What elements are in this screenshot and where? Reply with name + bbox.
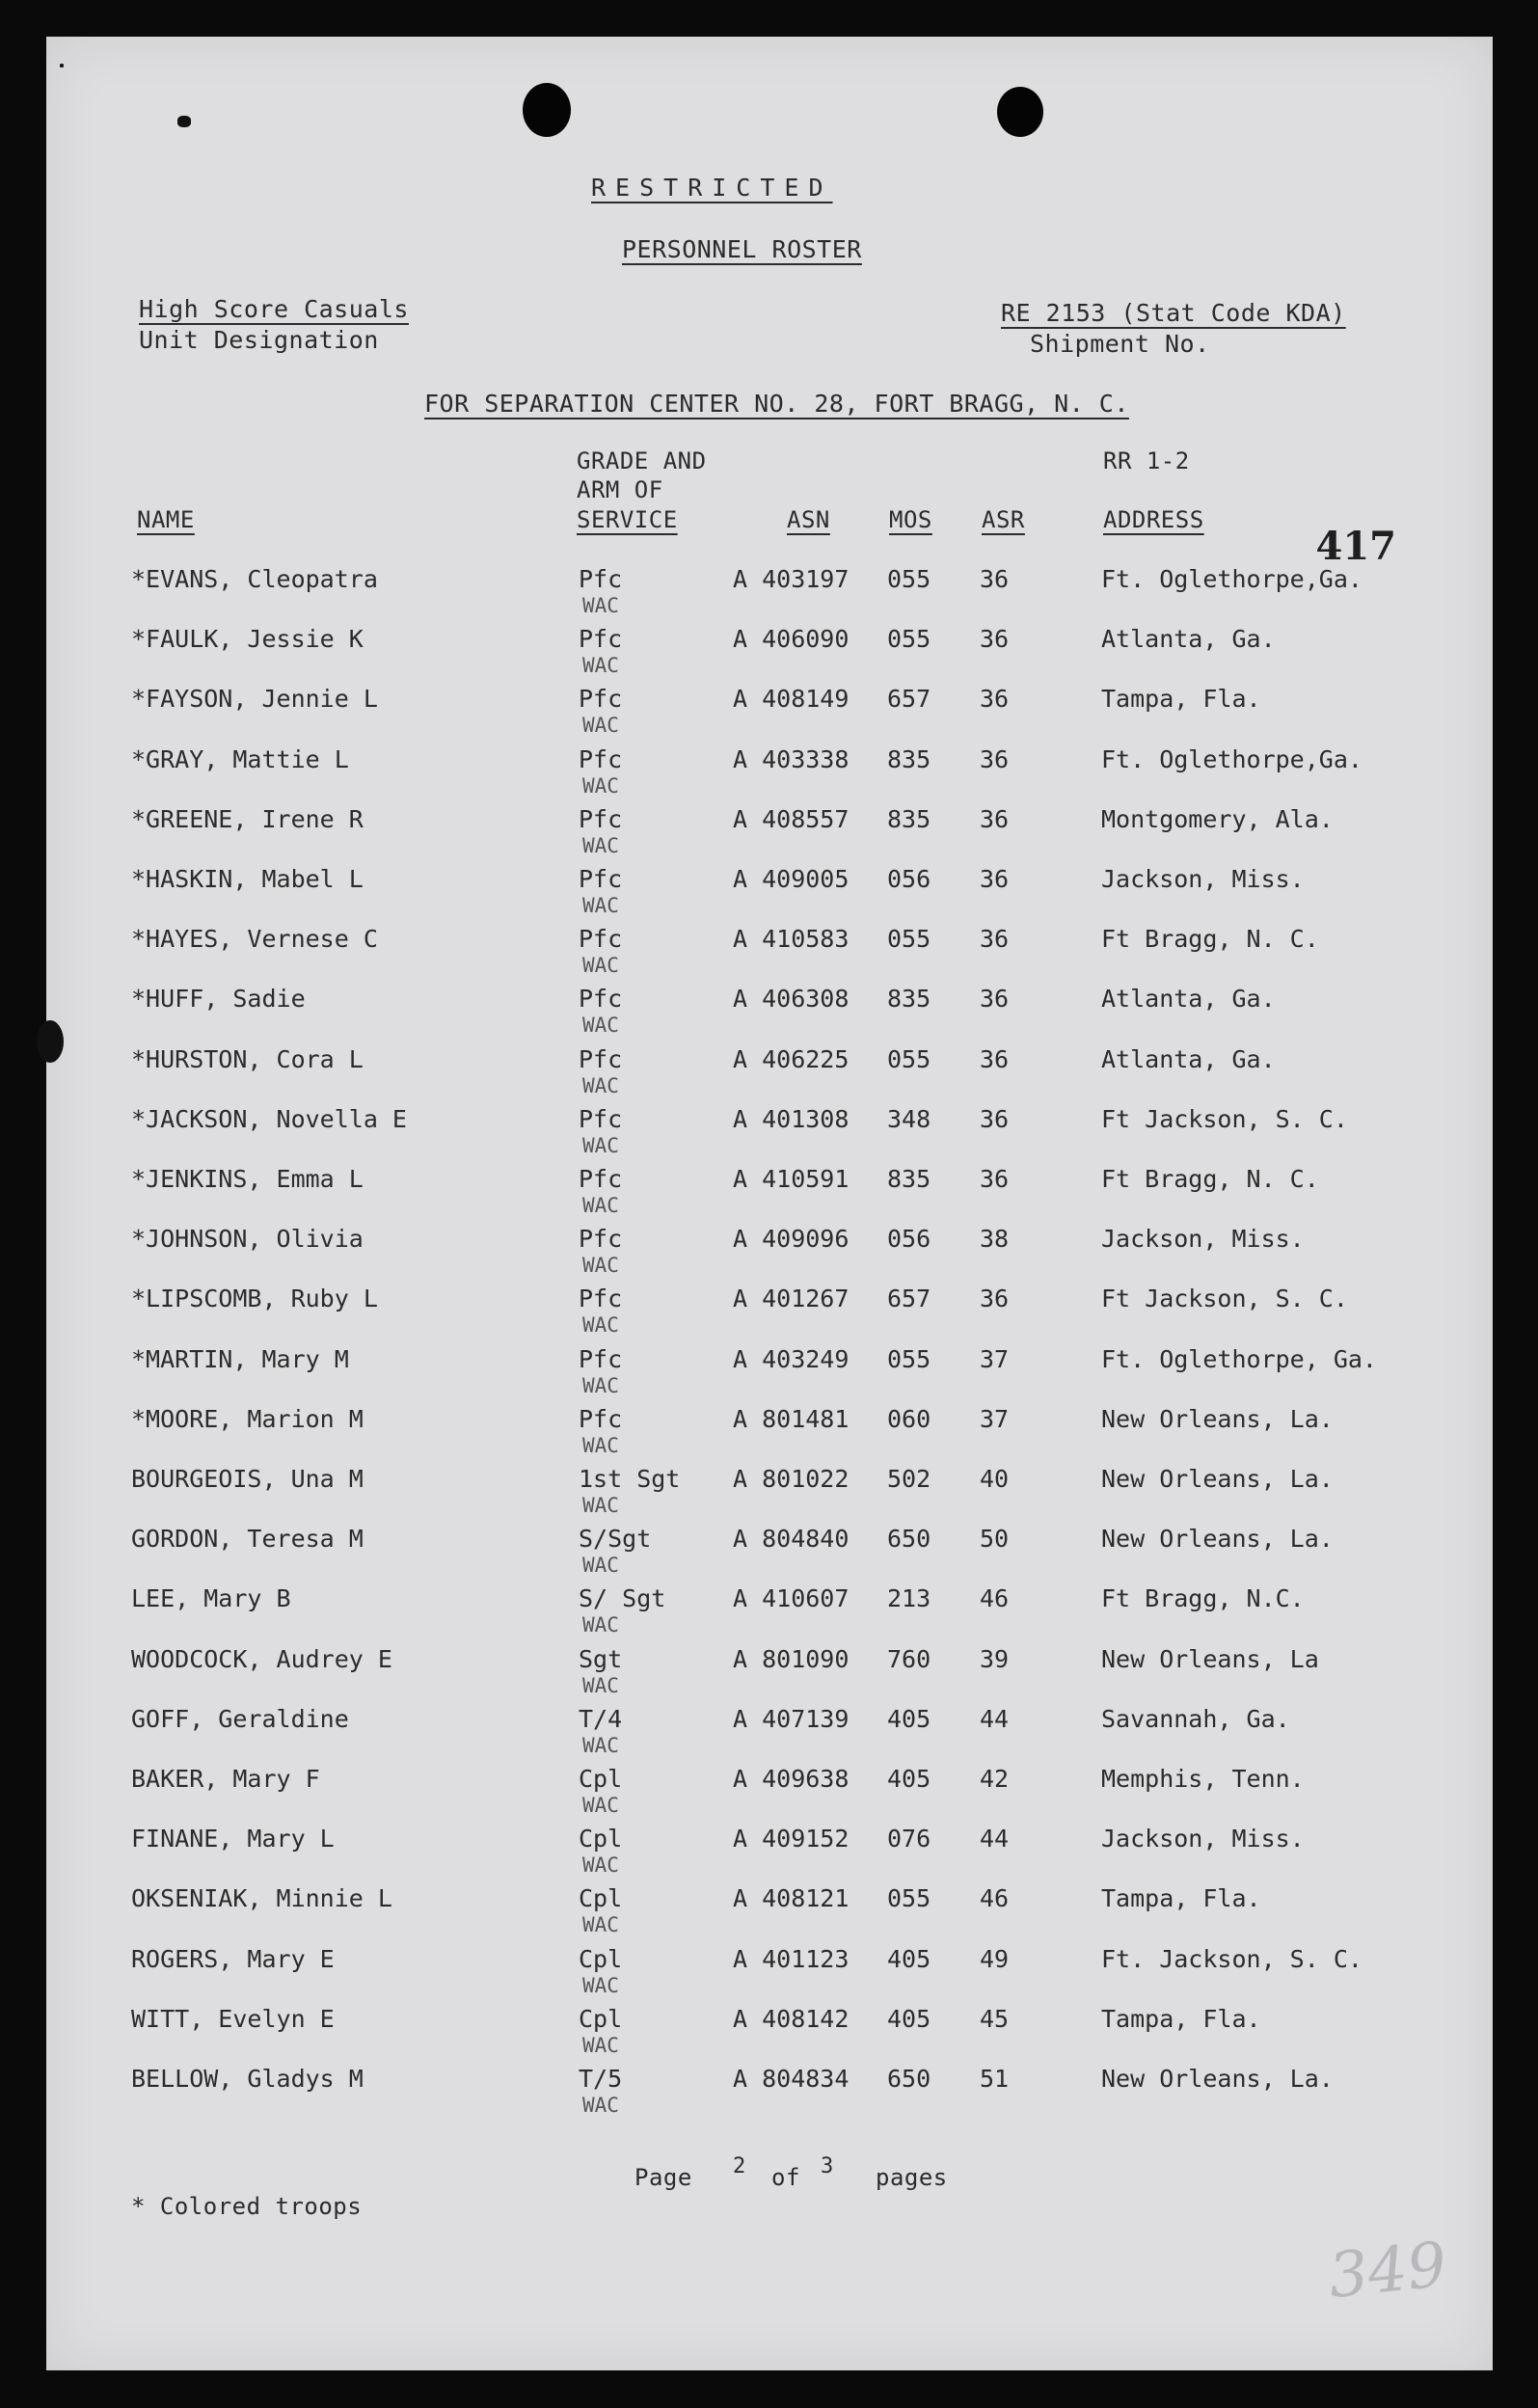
table-row [46, 745, 1493, 805]
table-row [46, 1225, 1493, 1285]
row-asr: 36 [980, 1104, 1010, 1133]
row-asr: 36 [980, 865, 1010, 893]
table-row [46, 1165, 1493, 1225]
row-asr: 50 [980, 1525, 1010, 1554]
row-mos: 076 [887, 1825, 931, 1853]
row-name: *GREENE, Irene R [131, 804, 364, 833]
row-grade: Pfc [579, 804, 623, 833]
row-address: Jackson, Miss. [1101, 865, 1305, 893]
table-row [46, 1645, 1493, 1705]
ink-speck [177, 116, 191, 127]
row-mos: 056 [887, 865, 931, 893]
column-header-asr: ASR [982, 506, 1025, 533]
row-name: *GRAY, Mattie L [131, 744, 349, 773]
row-arm-of-service: WAC [582, 1254, 619, 1278]
table-row [46, 2065, 1493, 2124]
row-mos: 055 [887, 1344, 931, 1373]
row-mos: 835 [887, 1165, 931, 1193]
row-asr: 36 [980, 1165, 1010, 1193]
row-arm-of-service: WAC [582, 894, 619, 917]
page-number-stamp: 417 [1315, 524, 1396, 569]
row-name: *MOORE, Marion M [131, 1404, 364, 1433]
row-grade: T/5 [579, 2065, 623, 2093]
row-asn: A 403249 [733, 1344, 850, 1373]
row-asn: A 409005 [733, 865, 850, 893]
footer-page-label: Page [634, 2164, 692, 2191]
table-row [46, 1825, 1493, 1884]
row-asr: 36 [980, 925, 1010, 954]
row-name: BAKER, Mary F [131, 1765, 320, 1793]
row-arm-of-service: WAC [582, 1673, 619, 1697]
row-asr: 38 [980, 1225, 1010, 1254]
row-asn: A 406308 [733, 985, 850, 1014]
row-arm-of-service: WAC [582, 1194, 619, 1217]
row-asn: A 406225 [733, 1044, 850, 1073]
row-mos: 060 [887, 1404, 931, 1433]
row-asr: 36 [980, 625, 1010, 654]
table-row [46, 1705, 1493, 1765]
row-asr: 36 [980, 744, 1010, 773]
footer-note: * Colored troops [131, 2193, 363, 2220]
row-asn: A 801481 [733, 1404, 850, 1433]
row-asr: 37 [980, 1404, 1010, 1433]
destination-heading: FOR SEPARATION CENTER NO. 28, FORT BRAGG, N. C. [424, 390, 1129, 418]
row-name: *MARTIN, Mary M [131, 1344, 349, 1373]
row-arm-of-service: WAC [582, 773, 619, 798]
table-row [46, 985, 1493, 1044]
footer-of-label: of [771, 2164, 800, 2191]
row-grade: Cpl [579, 2004, 623, 2033]
row-name: *EVANS, Cleopatra [131, 565, 378, 593]
row-name: GORDON, Teresa M [131, 1525, 364, 1554]
row-name: WOODCOCK, Audrey E [131, 1644, 392, 1673]
row-arm-of-service: WAC [582, 594, 619, 617]
row-mos: 055 [887, 925, 931, 954]
row-grade: 1st Sgt [579, 1465, 681, 1493]
row-mos: 055 [887, 1884, 931, 1913]
row-address: New Orleans, La [1101, 1644, 1319, 1673]
column-header-grade-line1: GRADE AND [577, 447, 707, 474]
row-address: Jackson, Miss. [1101, 1825, 1305, 1853]
row-grade: Pfc [579, 1225, 623, 1254]
row-arm-of-service: WAC [582, 2094, 619, 2117]
table-row [46, 1285, 1493, 1344]
row-asn: A 408121 [733, 1884, 850, 1913]
row-asr: 44 [980, 1825, 1010, 1853]
row-grade: Cpl [579, 1884, 623, 1913]
row-mos: 405 [887, 1765, 931, 1793]
row-grade: Pfc [579, 925, 623, 954]
row-asn: A 407139 [733, 1704, 850, 1733]
row-asn: A 409096 [733, 1225, 850, 1254]
row-arm-of-service: WAC [582, 1373, 619, 1397]
row-grade: Pfc [579, 1404, 623, 1433]
row-arm-of-service: WAC [582, 1494, 619, 1517]
row-mos: 650 [887, 1525, 931, 1554]
row-name: *LIPSCOMB, Ruby L [131, 1285, 378, 1313]
row-asn: A 804834 [733, 2065, 850, 2093]
row-address: Jackson, Miss. [1101, 1225, 1305, 1254]
row-asr: 39 [980, 1644, 1010, 1673]
row-name: *HUFF, Sadie [131, 985, 306, 1014]
row-asn: A 403197 [733, 565, 850, 593]
shipment-label: Shipment No. [1030, 330, 1210, 358]
row-address: Savannah, Ga. [1101, 1704, 1290, 1733]
row-mos: 055 [887, 1044, 931, 1073]
unit-designation-label: Unit Designation [139, 326, 379, 354]
row-grade: Sgt [579, 1644, 623, 1673]
row-grade: Cpl [579, 1825, 623, 1853]
row-mos: 055 [887, 625, 931, 654]
table-row [46, 565, 1493, 625]
shipment-value: RE 2153 (Stat Code KDA) [1001, 299, 1346, 327]
row-mos: 657 [887, 685, 931, 714]
row-asr: 44 [980, 1704, 1010, 1733]
row-mos: 213 [887, 1584, 931, 1613]
row-name: *FAULK, Jessie K [131, 625, 364, 654]
row-address: Ft Bragg, N.C. [1101, 1584, 1305, 1613]
row-grade: Pfc [579, 1344, 623, 1373]
pencil-note: 349 [1325, 2229, 1450, 2313]
row-asn: A 410583 [733, 925, 850, 954]
row-address: New Orleans, La. [1101, 1525, 1334, 1554]
row-grade: S/ Sgt [579, 1584, 666, 1613]
row-arm-of-service: WAC [582, 1433, 619, 1457]
row-address: Ft Jackson, S. C. [1101, 1285, 1348, 1313]
row-grade: Pfc [579, 685, 623, 714]
row-grade: Pfc [579, 625, 623, 654]
row-address: Tampa, Fla. [1101, 2004, 1261, 2033]
row-name: *HURSTON, Cora L [131, 1044, 364, 1073]
row-asn: A 801022 [733, 1465, 850, 1493]
table-row [46, 1884, 1493, 1944]
row-arm-of-service: WAC [582, 1733, 619, 1757]
row-asr: 45 [980, 2004, 1010, 2033]
row-name: BOURGEOIS, Una M [131, 1465, 364, 1493]
row-address: Ft. Oglethorpe,Ga. [1101, 565, 1363, 593]
table-row [46, 1045, 1493, 1105]
row-arm-of-service: WAC [582, 1014, 619, 1038]
table-row [46, 925, 1493, 985]
row-address: New Orleans, La. [1101, 1465, 1334, 1493]
row-name: OKSENIAK, Minnie L [131, 1884, 392, 1913]
row-name: *JACKSON, Novella E [131, 1104, 407, 1133]
row-address: New Orleans, La. [1101, 2065, 1334, 2093]
table-row [46, 865, 1493, 925]
column-header-address: ADDRESS [1103, 506, 1204, 533]
row-mos: 657 [887, 1285, 931, 1313]
row-name: ROGERS, Mary E [131, 1944, 335, 1973]
table-row [46, 1345, 1493, 1405]
row-asn: A 408149 [733, 685, 850, 714]
row-mos: 835 [887, 744, 931, 773]
row-grade: S/Sgt [579, 1525, 652, 1554]
row-asr: 49 [980, 1944, 1010, 1973]
row-asn: A 409152 [733, 1825, 850, 1853]
row-mos: 835 [887, 804, 931, 833]
column-header-name: NAME [137, 506, 195, 533]
row-arm-of-service: WAC [582, 1554, 619, 1578]
table-row [46, 685, 1493, 744]
row-mos: 405 [887, 2004, 931, 2033]
table-row [46, 1525, 1493, 1584]
row-mos: 835 [887, 985, 931, 1014]
row-address: New Orleans, La. [1101, 1404, 1334, 1433]
table-row [46, 1105, 1493, 1165]
footer-page-total: 3 [821, 2154, 834, 2178]
row-arm-of-service: WAC [582, 1073, 619, 1097]
row-mos: 760 [887, 1644, 931, 1673]
row-arm-of-service: WAC [582, 1794, 619, 1817]
table-row [46, 1584, 1493, 1644]
row-arm-of-service: WAC [582, 714, 619, 738]
row-grade: Pfc [579, 744, 623, 773]
row-asr: 36 [980, 1285, 1010, 1313]
row-name: *FAYSON, Jennie L [131, 685, 378, 714]
row-mos: 348 [887, 1104, 931, 1133]
row-asn: A 410591 [733, 1165, 850, 1193]
row-address: Ft. Oglethorpe, Ga. [1101, 1344, 1377, 1373]
row-asn: A 403338 [733, 744, 850, 773]
row-asr: 36 [980, 985, 1010, 1014]
row-mos: 405 [887, 1704, 931, 1733]
row-asr: 36 [980, 804, 1010, 833]
row-name: *JENKINS, Emma L [131, 1165, 364, 1193]
row-address: Tampa, Fla. [1101, 1884, 1261, 1913]
row-grade: T/4 [579, 1704, 623, 1733]
punch-hole-right [997, 87, 1043, 137]
table-row [46, 805, 1493, 865]
punch-hole-left [523, 83, 571, 137]
row-name: LEE, Mary B [131, 1584, 291, 1613]
row-name: GOFF, Geraldine [131, 1704, 349, 1733]
column-header-asn: ASN [787, 506, 830, 533]
row-arm-of-service: WAC [582, 1973, 619, 1997]
row-asn: A 410607 [733, 1584, 850, 1613]
row-asr: 40 [980, 1465, 1010, 1493]
table-row [46, 2005, 1493, 2065]
row-address: Ft Bragg, N. C. [1101, 925, 1319, 954]
row-asr: 42 [980, 1765, 1010, 1793]
row-asn: A 409638 [733, 1765, 850, 1793]
column-header-mos: MOS [889, 506, 932, 533]
restricted-heading: RESTRICTED [591, 174, 833, 202]
row-arm-of-service: WAC [582, 954, 619, 978]
column-header-grade-line3: SERVICE [577, 506, 678, 533]
row-asn: A 406090 [733, 625, 850, 654]
footer-pages-label: pages [876, 2164, 948, 2191]
row-asn: A 401267 [733, 1285, 850, 1313]
table-row [46, 1765, 1493, 1825]
row-grade: Cpl [579, 1944, 623, 1973]
ink-speck [60, 64, 64, 68]
row-name: FINANE, Mary L [131, 1825, 335, 1853]
row-grade: Pfc [579, 1285, 623, 1313]
row-arm-of-service: WAC [582, 1133, 619, 1157]
row-grade: Pfc [579, 1044, 623, 1073]
row-arm-of-service: WAC [582, 1853, 619, 1878]
row-mos: 056 [887, 1225, 931, 1254]
row-mos: 405 [887, 1944, 931, 1973]
row-address: Atlanta, Ga. [1101, 985, 1276, 1014]
table-row [46, 625, 1493, 685]
row-asn: A 804840 [733, 1525, 850, 1554]
row-asr: 46 [980, 1584, 1010, 1613]
row-address: Atlanta, Ga. [1101, 625, 1276, 654]
row-arm-of-service: WAC [582, 1613, 619, 1637]
unit-designation-value: High Score Casuals [139, 295, 409, 323]
row-arm-of-service: WAC [582, 654, 619, 678]
row-mos: 650 [887, 2065, 931, 2093]
row-arm-of-service: WAC [582, 833, 619, 857]
row-address: Ft Jackson, S. C. [1101, 1104, 1348, 1133]
table-row [46, 1465, 1493, 1525]
row-asr: 46 [980, 1884, 1010, 1913]
row-asn: A 408142 [733, 2004, 850, 2033]
row-grade: Pfc [579, 1104, 623, 1133]
table-row [46, 1405, 1493, 1465]
row-address: Atlanta, Ga. [1101, 1044, 1276, 1073]
row-grade: Pfc [579, 565, 623, 593]
row-address: Montgomery, Ala. [1101, 804, 1334, 833]
document-title: PERSONNEL ROSTER [622, 235, 862, 263]
row-name: *JOHNSON, Olivia [131, 1225, 364, 1254]
row-asr: 37 [980, 1344, 1010, 1373]
row-grade: Pfc [579, 985, 623, 1014]
row-address: Ft. Oglethorpe,Ga. [1101, 744, 1363, 773]
row-name: BELLOW, Gladys M [131, 2065, 364, 2093]
row-asn: A 401308 [733, 1104, 850, 1133]
row-asr: 36 [980, 565, 1010, 593]
column-header-grade-line2: ARM OF [577, 476, 663, 503]
row-name: *HASKIN, Mabel L [131, 865, 364, 893]
row-arm-of-service: WAC [582, 1913, 619, 1937]
row-address: Ft Bragg, N. C. [1101, 1165, 1319, 1193]
row-grade: Pfc [579, 1165, 623, 1193]
row-grade: Cpl [579, 1765, 623, 1793]
row-asr: 36 [980, 685, 1010, 714]
row-asn: A 401123 [733, 1944, 850, 1973]
row-arm-of-service: WAC [582, 1313, 619, 1338]
row-name: *HAYES, Vernese C [131, 925, 378, 954]
row-address: Memphis, Tenn. [1101, 1765, 1305, 1793]
row-address: Tampa, Fla. [1101, 685, 1261, 714]
row-arm-of-service: WAC [582, 2033, 619, 2057]
row-address: Ft. Jackson, S. C. [1101, 1944, 1363, 1973]
rr-label: RR 1-2 [1103, 447, 1190, 474]
footer-page-current: 2 [733, 2154, 746, 2178]
row-asr: 36 [980, 1044, 1010, 1073]
row-mos: 055 [887, 565, 931, 593]
row-asn: A 408557 [733, 804, 850, 833]
row-asn: A 801090 [733, 1644, 850, 1673]
row-grade: Pfc [579, 865, 623, 893]
table-row [46, 1945, 1493, 2005]
row-mos: 502 [887, 1465, 931, 1493]
row-name: WITT, Evelyn E [131, 2004, 335, 2033]
row-asr: 51 [980, 2065, 1010, 2093]
roster-page [46, 37, 1493, 2370]
